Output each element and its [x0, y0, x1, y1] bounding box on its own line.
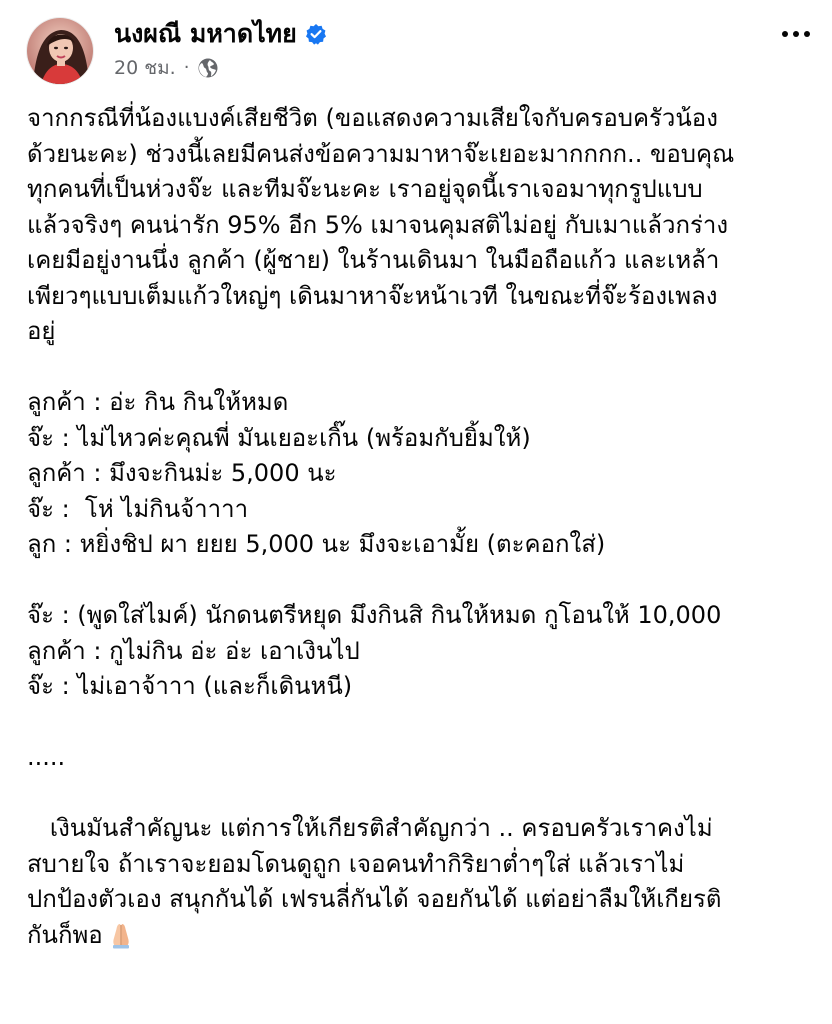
post-blank-line — [27, 563, 822, 599]
post-line: ลูกค้า : มึงจะกินม่ะ 5,000 นะ — [27, 459, 337, 487]
post-line: ..... — [27, 743, 66, 771]
post-line: ปกป้องตัวเอง สนุกกันได้ เฟรนลี่กันได้ จอยกันได้ แต่อย่าลืมให้เกียรติ — [27, 885, 722, 913]
post-line: จ๊ะ : ไม่เอาจ้าาา (และก็เดินหนี) — [27, 672, 353, 700]
author-row — [114, 16, 327, 52]
post-line: ทุกคนที่เป็นห่วงจ๊ะ และทีมจ๊ะนะคะ เราอยู่จุดนี้เราเจอมาทุกรูปแบบ — [27, 175, 703, 203]
folded-hands-icon — [107, 921, 135, 949]
post-line: เงินมันสำคัญนะ แต่การให้เกียรติสำคัญกว่า .. ครอบครัวเราคงไม่ — [27, 814, 713, 842]
avatar[interactable] — [27, 18, 93, 84]
post-line: ลูกค้า : อ่ะ กิน กินให้หมด — [27, 388, 289, 416]
post-line: แล้วจริงๆ คนน่ารัก 95% อีก 5% เมาจนคุมสติไม่อยู่ กับเมาแล้วกร่าง — [27, 210, 729, 239]
post-line: จ๊ะ : โห่ ไม่กินจ้าาาา — [27, 494, 249, 523]
post-time[interactable]: 20 ชม. — [114, 57, 176, 79]
more-options-button[interactable] — [778, 22, 814, 46]
post-line: เพียวๆแบบเต็มแก้วใหญ่ๆ เดินมาหาจ๊ะหน้าเวที ในขณะที่จ๊ะร้องเพลง — [27, 281, 718, 310]
post-blank-line — [27, 350, 822, 386]
meta-separator: · — [183, 57, 190, 78]
avatar-photo — [27, 18, 93, 84]
post-meta — [114, 52, 219, 84]
post-line: ด้วยนะคะ) ช่วงนี้เลยมีคนส่งข้อความมาหาจ๊ะเยอะมากกกก.. ขอบคุณ — [27, 139, 735, 168]
post-line: สบายใจ ถ้าเราจะยอมโดนดูถูก เจอคนทำกิริยาต่ำๆใส่ แล้วเราไม่ — [27, 849, 685, 878]
post-line: จ๊ะ : ไม่ไหวค่ะคุณพี่ มันเยอะเกิ๊น (พร้อมกับยิ้มให้) — [27, 423, 531, 452]
post-line: ลูก : หยิ่งชิป ผา ยยย 5,000 นะ มึงจะเอามั้ย (ตะคอกใส่) — [27, 530, 606, 558]
post-line: จ๊ะ : (พูดใส่ไมค์) นักดนตรีหยุด มึงกินสิ กินให้หมด กูโอนให้ 10,000 — [27, 601, 722, 629]
post-header — [0, 0, 832, 100]
globe-icon[interactable] — [197, 57, 219, 79]
post-line: เคยมีอยู่งานนึ่ง ลูกค้า (ผู้ชาย) ในร้านเดินมา ในมือถือแก้ว และเหล้า — [27, 246, 720, 274]
post-text — [27, 101, 822, 953]
post-blank-line — [27, 705, 822, 741]
author-name[interactable]: นงผณี มหาดไทย — [114, 19, 297, 48]
post-blank-line — [27, 776, 822, 812]
post-line: ลูกค้า : กูไม่กิน อ่ะ อ่ะ เอาเงินไป — [27, 636, 360, 665]
verified-badge-icon — [305, 23, 327, 45]
more-horizontal-icon — [782, 31, 788, 37]
post-line: อยู่ — [27, 317, 56, 345]
post-line: กันก็พอ — [27, 918, 822, 954]
post-line: จากกรณีที่น้องแบงค์เสียชีวิต (ขอแสดงความเสียใจกับครอบครัวน้อง — [27, 104, 718, 132]
